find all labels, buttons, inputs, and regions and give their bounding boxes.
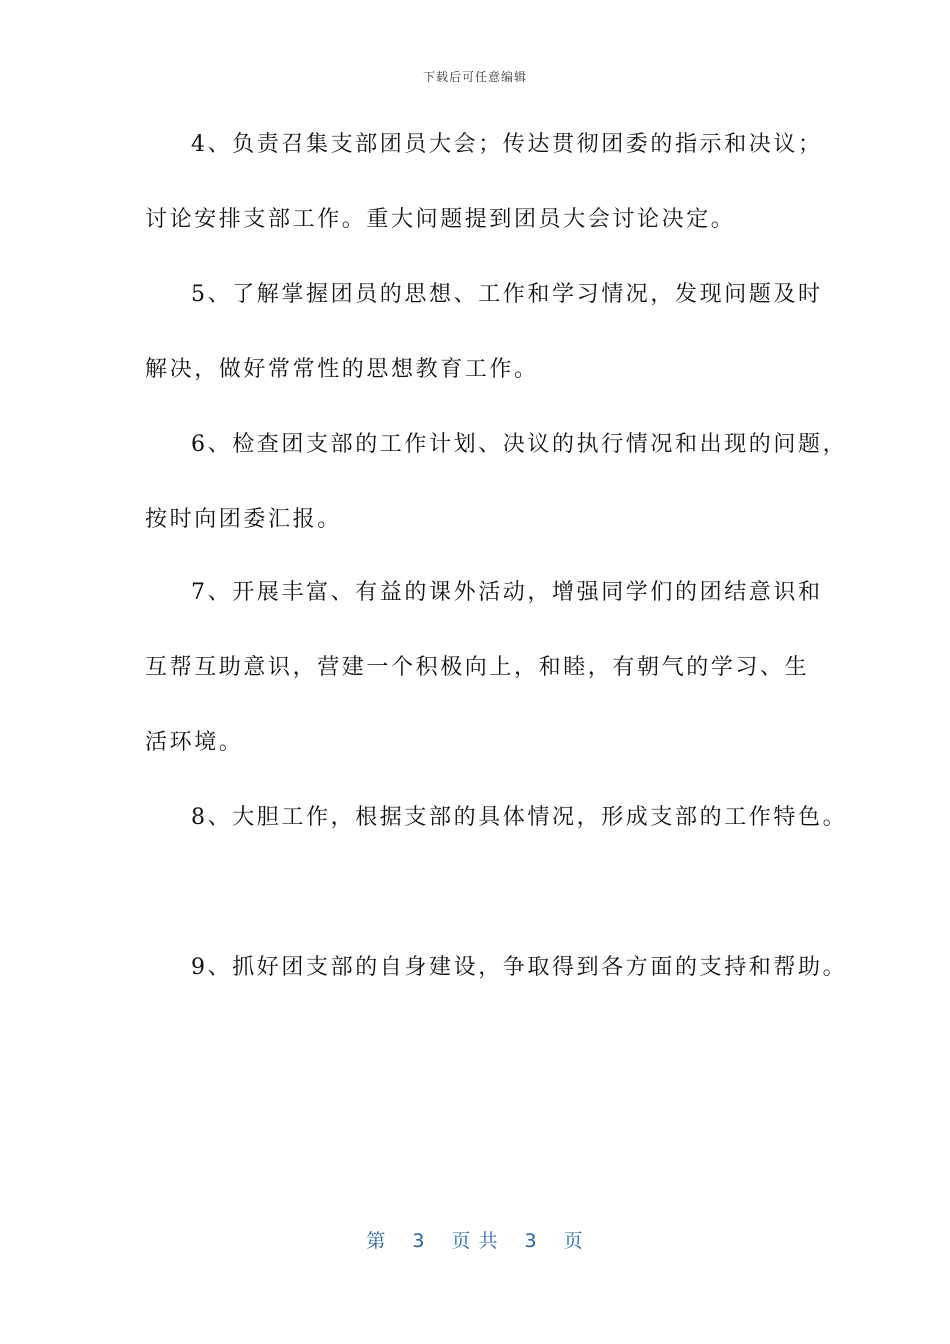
paragraph-line: 按时向团委汇报。 xyxy=(145,507,342,532)
page-current: 3 xyxy=(412,1230,426,1252)
page-total: 3 xyxy=(524,1230,538,1252)
paragraph-line: 解决，做好常常性的思想教育工作。 xyxy=(145,357,539,382)
paragraph-line: 5、了解掌握团员的思想、工作和学习情况，发现问题及时 xyxy=(191,282,823,307)
paragraph-line: 互帮互助意识，营建一个积极向上，和睦，有朝气的学习、生 xyxy=(145,655,810,680)
page-prefix: 第 xyxy=(366,1230,387,1252)
header-note: 下载后可任意编辑 xyxy=(422,70,527,84)
paragraph-line: 讨论安排支部工作。重大问题提到团员大会讨论决定。 xyxy=(145,207,736,232)
paragraph-line: 4、负责召集支部团员大会；传达贯彻团委的指示和决议； xyxy=(191,132,823,157)
paragraph-line: 7、开展丰富、有益的课外活动，增强同学们的团结意识和 xyxy=(191,580,823,605)
paragraph-line: 活环境。 xyxy=(145,730,244,755)
page-number-footer xyxy=(0,1226,950,1253)
page-suffix: 页 xyxy=(563,1230,584,1252)
paragraph-line: 6、检查团支部的工作计划、决议的执行情况和出现的问题， xyxy=(191,432,848,457)
paragraph-line: 8、大胆工作，根据支部的具体情况，形成支部的工作特色。 xyxy=(191,805,848,830)
page-middle: 页 共 xyxy=(451,1230,499,1252)
paragraph-line: 9、抓好团支部的自身建设，争取得到各方面的支持和帮助。 xyxy=(191,955,848,980)
